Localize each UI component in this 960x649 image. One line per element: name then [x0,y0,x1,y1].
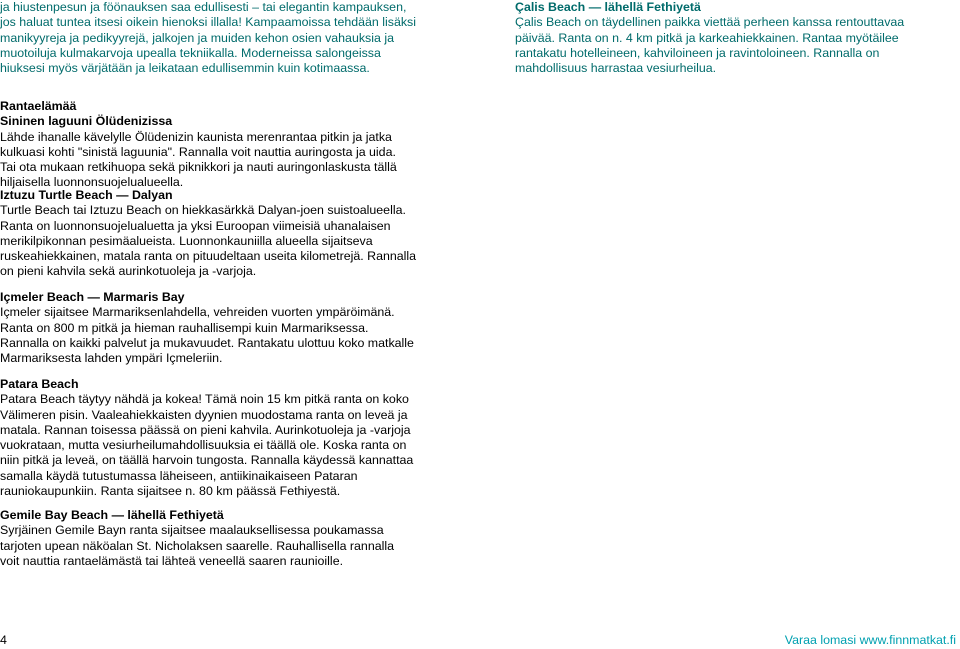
section-text-line: tarjoten upean näköalan St. Nicholaksen saarelle. Rauhallisella rannalla [0,538,394,553]
section-icmeler [0,290,450,366]
section-text-line: voit nauttia rantaelämästä tai lähteä veneellä saaren raunioille. [0,553,344,568]
section-text-line: matala. Rannan toisessa päässä on pieni kahvila. Aurinkotuoleja ja -varjoja [0,422,411,437]
section-text-line: Marmariksesta lahden ympäri Içmeleriin. [0,351,223,366]
section-text-line: hiljaisella luonnonsuojelualueella. [0,175,184,190]
section-heading: Içmeler Beach — Marmaris Bay [0,290,185,304]
section-text-line: kulkuasi kohti "sinistä laguunia". Rannalla voit nauttia auringosta ja uida. [0,144,396,159]
intro-line: muotoiluja kulmakarvoja upealla tekniikalla. Moderneissa salongeissa [0,45,381,60]
right-column [515,0,955,76]
section-heading: Gemile Bay Beach — lähellä Fethiyetä [0,508,224,522]
page-footer [0,633,960,649]
intro-line: ja hiustenpesun ja föönauksen saa edullisesti – tai elegantin kampauksen, [0,0,407,14]
section-heading: Çalis Beach — lähellä Fethiyetä [515,0,701,14]
section-text-line: Patara Beach täytyy nähdä ja kokea! Tämä noin 15 km pitkä ranta on koko [0,392,409,407]
section-heading: Patara Beach [0,377,79,391]
section-text-line: niin pitkä ja leveä, on täällä harvoin tungosta. Rannalla käydessä kannattaa [0,453,414,468]
section-text-line: Välimeren pisin. Vaaleahiekkaisten dyynien muodostama ranta on leveä ja [0,407,408,422]
section-text-line: Ranta on 800 m pitkä ja hieman rauhallisempi kuin Marmariksessa. [0,320,369,335]
section-heading: Iztuzu Turtle Beach — Dalyan [0,188,173,202]
section-text-line: merikilpikonnan pesimäalueista. Luonnonkauniilla alueella sijaitseva [0,233,373,248]
section-text-line: ruskeahiekkainen, matala ranta on pituudeltaan useita kilometrejä. Rannalla [0,249,417,264]
section-subheading: Sininen laguuni Ölüdenizissa [0,114,173,129]
section-text-line: Içmeler sijaitsee Marmariksenlahdella, vehreiden vuorten ympäröimänä. [0,305,395,320]
section-text-line: Tai ota mukaan retkihuopa sekä piknikkori ja nauti auringonlaskusta tällä [0,160,397,175]
section-text-line: päivää. Ranta on n. 4 km pitkä ja karkeahiekkainen. Rantaa myötäilee [515,30,899,45]
intro-line: hiuksesi myös värjätään ja leikataan edullisemmin kuin kotimaassa. [0,61,370,76]
section-text-line: Çalis Beach on täydellinen paikka viettää perheen kanssa rentouttavaa [515,15,905,30]
section-text-line: Turtle Beach tai Iztuzu Beach on hiekkasärkkä Dalyan-joen suistoalueella. [0,203,406,218]
section-text-line: rauniokaupunkiin. Ranta sijaitsee n. 80 km päässä Fethiyestä. [0,484,341,499]
section-text-line: mahdollisuus harrastaa vesiurheilua. [515,61,717,76]
section-text-line: Syrjäinen Gemile Bayn ranta sijaitsee maalauksellisessa poukamassa [0,523,384,538]
section-text-line: rantakatu hotelleineen, kahviloineen ja ravintoloineen. Rannalla on [515,45,880,60]
section-text-line: Rannalla on kaikki palvelut ja mukavuudet. Rantakatu ulottuu koko matkalle [0,335,414,350]
section-heading: Rantaelämää [0,99,77,113]
section-gemile [0,508,450,569]
section-iztuzu [0,188,450,280]
section-patara [0,377,450,499]
page-number: 4 [0,633,7,647]
section-text-line: Lähde ihanalle kävelylle Ölüdenizin kaunista merenrantaa pitkin ja jatka [0,129,392,144]
intro-line: manikyyreja ja pedikyyrejä, jalkojen ja muiden kehon osien vahauksia ja [0,30,394,45]
footer-brand-link[interactable]: Varaa lomasi www.finnmatkat.fi [784,633,956,647]
intro-paragraph [0,0,416,76]
section-text-line: Ranta on luonnonsuojelualuetta ja yksi Euroopan viimeisiä uhanalaisen [0,218,391,233]
section-text-line: on pieni kahvila sekä aurinkotuoleja ja -varjoja. [0,264,257,279]
section-rantaelamaa [0,99,450,191]
section-text-line: vuokrataan, mutta vesiurheilumahdollisuuksia ei täällä ole. Koska ranta on [0,438,407,453]
intro-line: jos haluat tuntea itsesi oikein hienoksi illalla! Kampaamoissa tehdään lisäksi [0,15,417,30]
section-text-line: samalla käydä tutustumassa läheiseen, antiikinaikaiseen Pataran [0,468,358,483]
